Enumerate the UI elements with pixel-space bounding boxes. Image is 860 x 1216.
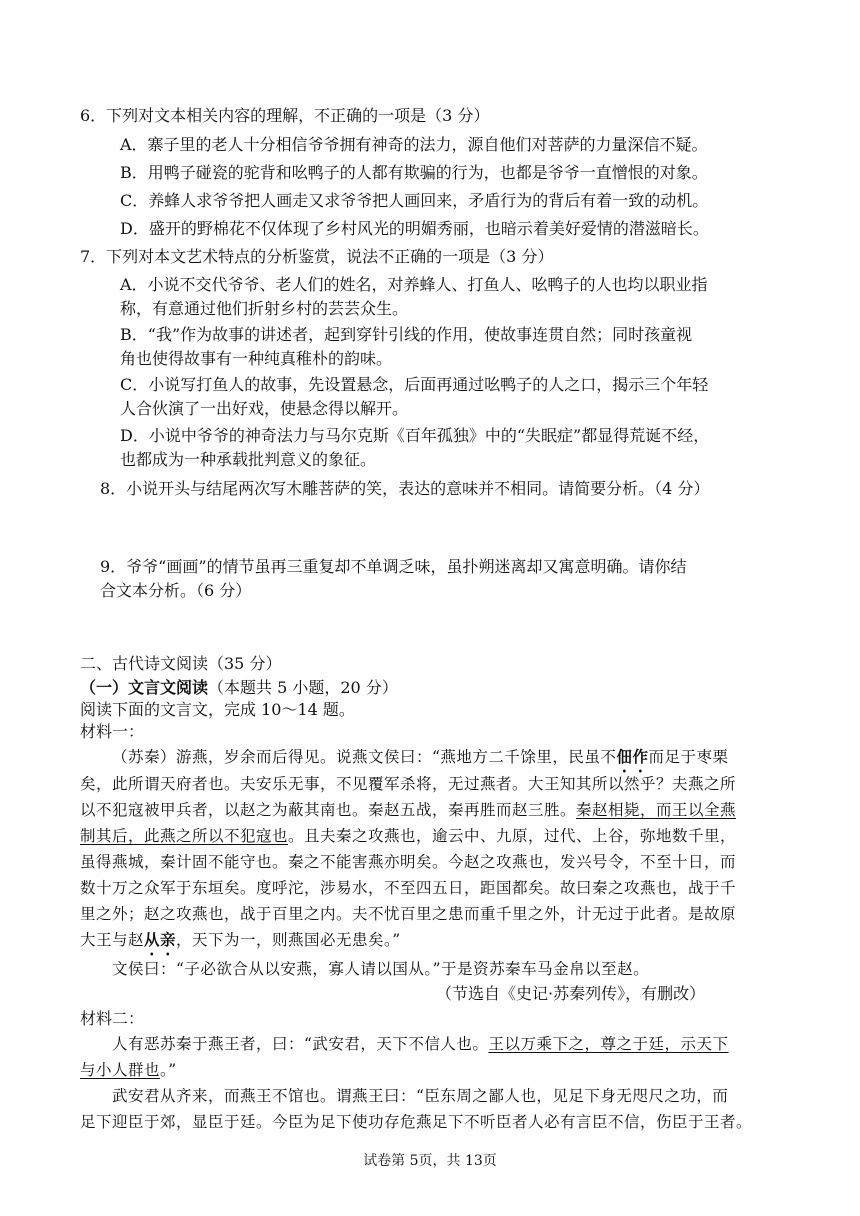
passage-text: 人有恶苏秦于燕王者，曰：“武安君，天下不信人也。 (112, 1035, 489, 1053)
source-citation: （节选自《史记·苏秦列传》，有删改） (436, 984, 706, 1003)
dotted-word: 从亲 (144, 930, 177, 949)
passage-2-line-1 (112, 1032, 728, 1056)
q7-option-a-line1: A．小说不交代爷爷、老人们的姓名，对养蜂人、打鱼人、吆鸭子的人也均以职业指 (120, 275, 708, 294)
dotted-word: 佃作 (616, 747, 649, 766)
passage-text: （苏秦）游燕，岁余而后得见。说燕文侯曰：“燕地方二千馀里，民虽不 (112, 748, 617, 766)
q6-option-c: C．养蜂人求爷爷把人画走又求爷爷把人画回来，矛盾行为的背后有着一致的动机。 (120, 191, 709, 210)
underlined-sentence: 秦赵相毙，而王以全燕 (576, 801, 737, 819)
passage-2-line-3: 武安君从齐来，而燕王不馆也。谓燕王曰：“臣东周之鄙人也，见足下身无咫尺之功，而 (112, 1087, 729, 1105)
passage-1-line-6: 数十万之众军于东垣矣。度呼沱，涉易水，不至四五日，距国都矣。故曰秦之攻燕也，战于千 (80, 879, 737, 897)
passage-1-line-9: 文侯曰：“子必欲合从以安燕，寡人请以国从。”于是资苏秦车马金帛以至赵。 (112, 960, 650, 978)
q7-option-d-line1: D．小说中爷爷的神奇法力与马尔克斯《百年孤独》中的“失眠症”都显得荒诞不经， (120, 426, 710, 445)
material-2-label: 材料二： (80, 1009, 145, 1028)
reading-instruction: 阅读下面的文言文，完成 10～14 题。 (80, 700, 355, 719)
underlined-sentence: 王以万乘下之，尊之于廷，示天下 (488, 1035, 729, 1053)
passage-1-line-7: 里之外；赵之攻燕也，战于百里之内。夫不忧百里之患而重千里之外，计无过于此者。是故原 (80, 905, 737, 923)
q6-stem: 6．下列对文本相关内容的理解，不正确的一项是（3 分） (80, 106, 490, 125)
underlined-sentence: 与小人群也 (80, 1061, 161, 1079)
passage-1-line-2: 矣，此所谓天府者也。夫安乐无事，不见覆军杀将，无过燕者。大王知其所以然乎？夫燕之所 (80, 775, 737, 793)
subsection-bold: （一）文言文阅读 (80, 678, 209, 697)
subsection-title (80, 676, 398, 700)
passage-text: ，天下为一，则燕国必无患矣。” (176, 931, 401, 949)
q6-option-a: A．寨子里的老人十分相信爷爷拥有神奇的法力，源自他们对菩萨的力量深信不疑。 (120, 135, 708, 154)
q6-option-b: B．用鸭子碰瓷的驼背和吆鸭子的人都有欺骗的行为，也都是爷爷一直憎恨的对象。 (120, 163, 708, 182)
q7-option-d-line2: 也都成为一种承载批判意义的象征。 (120, 450, 377, 469)
passage-text: 。且夫秦之攻燕也，逾云中、九原，过代、上谷，弥地数千里， (288, 827, 737, 845)
passage-text: 大王与赵 (80, 931, 145, 949)
underlined-sentence: 制其后，此燕之所以不犯寇也 (80, 827, 289, 845)
material-1-label: 材料一： (80, 722, 145, 741)
passage-1-line-3 (80, 798, 736, 822)
passage-2-line-2 (80, 1058, 177, 1082)
q7-stem: 7．下列对本文艺术特点的分析鉴赏，说法不正确的一项是（3 分） (80, 247, 554, 266)
passage-1-line-4 (80, 824, 736, 848)
q8-stem: 8．小说开头与结尾两次写木雕菩萨的笑，表达的意味并不相同。请简要分析。（4 分） (100, 479, 710, 498)
q7-option-b-line2: 角也使得故事有一种纯真稚朴的韵味。 (120, 349, 393, 368)
passage-text: 以不犯寇被甲兵者，以赵之为蔽其南也。秦赵五战，秦再胜而赵三胜。 (80, 801, 577, 819)
q6-option-d: D．盛开的野棉花不仅体现了乡村风光的明媚秀丽，也暗示着美好爱情的潜滋暗长。 (120, 219, 709, 238)
passage-1-line-5: 虽得燕城，秦计固不能守也。秦之不能害燕亦明矣。今赵之攻燕也，发兴号令，不至十日，而 (80, 853, 737, 871)
page-footer: 试卷第 5页，共 13页 (363, 1153, 497, 1169)
subsection-note: （本题共 5 小题，20 分） (208, 678, 398, 697)
q7-option-c-line1: C．小说写打鱼人的故事，先设置悬念，后面再通过吆鸭子的人之口，揭示三个年轻 (120, 375, 709, 394)
passage-2-line-4: 足下迎臣于郊，显臣于廷。今臣为足下使功存危燕足下不听臣者人必有言臣不信，伤臣于王者。 (80, 1113, 753, 1131)
passage-text: 而足于枣栗 (648, 748, 729, 766)
q7-option-b-line1: B．“我”作为故事的讲述者，起到穿针引线的作用，使故事连贯自然；同时孩童视 (120, 325, 693, 344)
passage-text: 。” (160, 1061, 177, 1079)
q9-stem-line2: 合文本分析。（6 分） (100, 581, 252, 600)
q9-stem-line1: 9．爷爷“画画”的情节虽再三重复却不单调乏味，虽扑朔迷离却又寓意明确。请你结 (100, 557, 687, 576)
passage-1-line-8 (80, 928, 401, 959)
q7-option-c-line2: 人合伙演了一出好戏，使悬念得以解开。 (120, 399, 409, 418)
q7-option-a-line2: 称，有意通过他们折射乡村的芸芸众生。 (120, 299, 409, 318)
section-title: 二、古代诗文阅读（35 分） (80, 654, 282, 673)
